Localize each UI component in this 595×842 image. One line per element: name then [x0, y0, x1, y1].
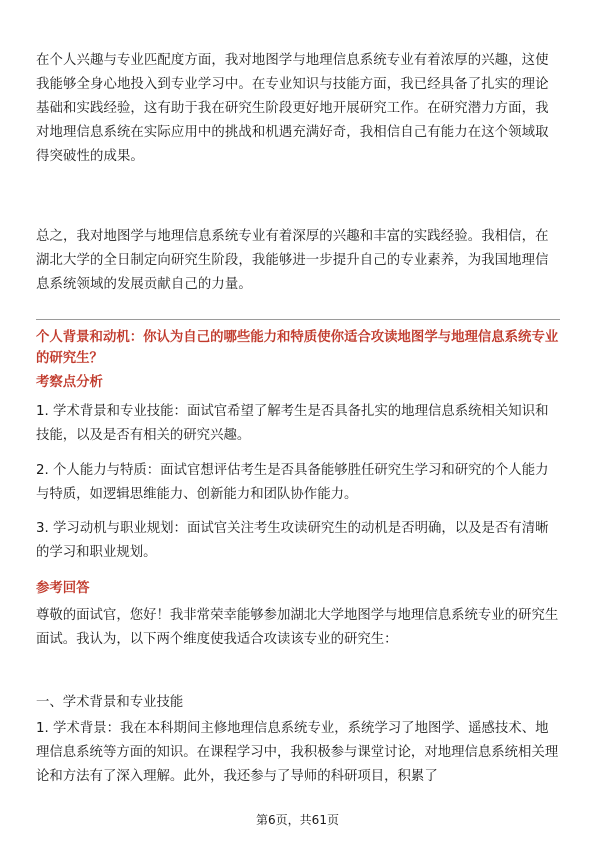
body-paragraph: 总之，我对地图学与地理信息系统专业有着深厚的兴趣和丰富的实践经验。我相信，在湖北大学的全日制定向研究生阶段，我能够进一步提升自己的专业素养，为我国地理信息系统领域的发展贡献自己的力量。 [36, 229, 549, 292]
body-paragraph: 在个人兴趣与专业匹配度方面，我对地图学与地理信息系统专业有着浓厚的兴趣，这使我能够全身心地投入到专业学习中。在专业知识与技能方面，我已经具备了扎实的理论基础和实践经验，这有助于我在研究生阶段更好地开展研究工作。在研究潜力方面，我对地理信息系统在实际应用中的挑战和机遇充满好奇，我相信自己有能力在这个领域取得突破性的成果。 [36, 53, 549, 164]
question-heading: 个人背景和动机：你认为自己的哪些能力和特质使你适合攻读地图学与地理信息系统专业的研究生？ [36, 330, 559, 366]
analysis-item: 2. 个人能力与特质：面试官想评估考生是否具备能够胜任研究生学习和研究的个人能力与特质，如逻辑思维能力、创新能力和团队协作能力。 [36, 463, 549, 502]
answer-intro: 尊敬的面试官，您好！我非常荣幸能够参加湖北大学地图学与地理信息系统专业的研究生面试。我认为，以下两个维度使我适合攻读该专业的研究生： [36, 608, 559, 647]
analysis-heading: 考察点分析 [36, 375, 103, 390]
page-footer: 第6页，共61页 [256, 813, 339, 827]
analysis-item: 1. 学术背景和专业技能：面试官希望了解考生是否具备扎实的地理信息系统相关知识和技能，以及是否有相关的研究兴趣。 [36, 404, 549, 443]
answer-subheading: 一、学术背景和专业技能 [36, 695, 184, 710]
section-divider [36, 319, 560, 320]
analysis-item: 3. 学习动机与职业规划：面试官关注考生攻读研究生的动机是否明确，以及是否有清晰的学习和职业规划。 [36, 521, 549, 560]
answer-item: 1. 学术背景：我在本科期间主修地理信息系统专业，系统学习了地图学、遥感技术、地理信息系统等方面的知识。在课程学习中，我积极参与课堂讨论，对地理信息系统相关理论和方法有了深入理解。此外，我还参与了导师的科研项目，积累了 [36, 721, 559, 784]
answer-heading: 参考回答 [36, 581, 90, 596]
